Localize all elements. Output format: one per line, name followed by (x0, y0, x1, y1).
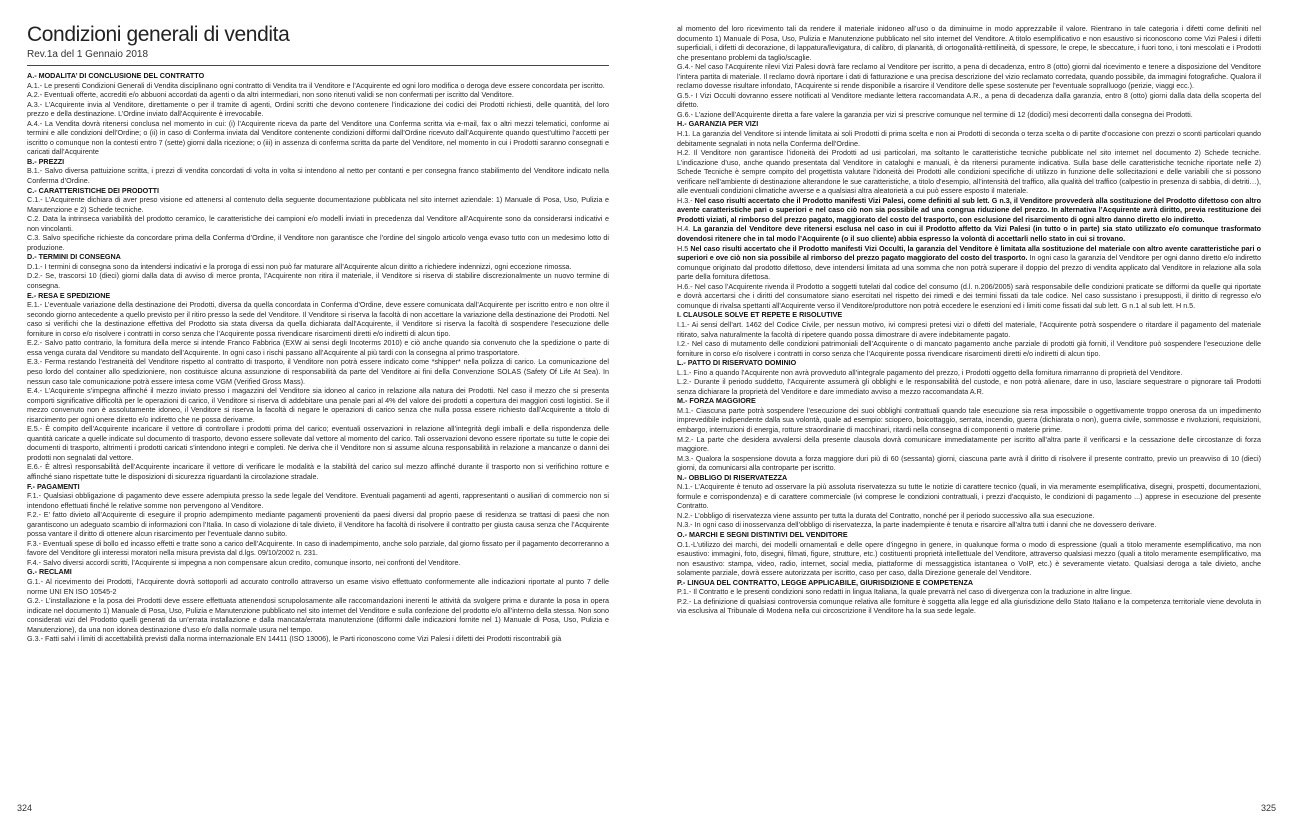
clause-paragraph: I.2.- Nel caso di mutamento delle condizioni patrimoniali dell’Acquirente o di mancato pagamento anche parziale di prodotti già forniti, il Venditore può sospendere l’esecuzione delle forniture in corso e/o risolvere i contratti in corso senza che l’Acquirente possa rivendicare risarcimenti diretti e/o indiretti di alcun tipo. (677, 339, 1261, 358)
clause-paragraph: B.1.- Salvo diversa pattuizione scritta, i prezzi di vendita concordati di volta in volta si intendono al netto per contanti e per consegna franco stabilimento del Venditore indicato nella Conferma d’Ordine. (27, 166, 609, 186)
clause-paragraph: A.2.- Eventuali offerte, accrediti e/o abbuoni accordati da agenti o da altri intermediari, non sono ritenuti validi se non confermati per iscritto dal Venditore. (27, 90, 514, 100)
section-heading: F.- PAGAMENTI (27, 481, 80, 491)
clause-paragraph: H.6.- Nel caso l’Acquirente rivenda il Prodotto a soggetti tutelati dal codice del consumo (d.l. n.206/2005) sarà responsabile delle condizioni praticate se difformi da quelle qui riportate e dovrà accertarsi che i diritti del consumatore siano esercitati nel rispetto dei rimedi e dei termini fissati da tale codice. Nel caso sussistano i presupposti, il diritto di regresso e/o comunque di rivalsa spettanti all’Acquirente verso il Venditore/produttore non potrà eccedere le esenzioni ed i limiti come fissati dal sub lett. G n.1 al sub lett. H n.5. (677, 281, 1261, 310)
clause-paragraph: M.2.- La parte che desidera avvalersi della presente clausola dovrà comunicare immediatamente per iscritto all’altra parte il verificarsi e la cessazione delle circostanze di forza maggiore. (677, 434, 1261, 454)
right-column-text (677, 24, 1261, 616)
clause-paragraph: O.1.-L’utilizzo dei marchi, dei modelli ornamentali e delle opere d’ingegno in genere, in qualunque forma o modo di espressione (quali a titolo meramente esemplificativo, ma non esaustivo: immagini, foto, disegni, filmati, figure, strutture, etc.) costituenti proprietà intellettuale del Venditore, attraverso qualsiasi mezzo (quali a titolo meramente esemplificativo, ma non esaustivo: stampa, video, radio, internet, social media, piattaforme di messaggistica istantanea o VoIP, etc.) è severamente vietato. Qualsiasi deroga a tale divieto, anche solamente parziale, dovrà essere autorizzata per iscritto, caso per caso, dalla Direzione generale del Venditore. (677, 539, 1261, 578)
clause-paragraph: L.1.- Fino a quando l’Acquirente non avrà provveduto all’integrale pagamento del prezzo, i Prodotti oggetto della fornitura rimarranno di proprietà del Venditore. (677, 367, 1183, 377)
document-title: Condizioni generali di vendita (27, 23, 290, 46)
clause-paragraph: E.3.- Ferma restando l’estraneità del Venditore rispetto al contratto di trasporto, il Venditore non potrà essere indicato come *shipper* nella polizza di carico. La comunicazione del peso lordo del container allo spedizioniere, non costituisce alcuna assunzione di responsabilità da parte del Venditore ai fini della Convenzione SOLAS (Safety Of Life At Sea). In nessun caso tale comunicazione potrà essere intesa come VGM (Verified Gross Mass). (27, 357, 609, 386)
section-heading: H.- GARANZIA PER VIZI (677, 119, 759, 129)
section-heading: A.- MODALITA’ DI CONCLUSIONE DEL CONTRATTO (27, 71, 205, 80)
section-heading: P.- LINGUA DEL CONTRATTO, LEGGE APPLICABILE, GIURISDIZIONE E COMPETENZA (677, 577, 974, 587)
clause-paragraph: G.2.- L’installazione e la posa dei Prodotti deve essere effettuata attenendosi scrupolosamente alle raccomandazioni inerenti le attività da svolgere prima e durante la posa in opera indicate nel documento 1) Manuale di Posa, Uso, Pulizia e Manutenzione pubblicato nel sito internet del Venditore e sulla confezione del prodotto e/o all’interno della stessa. Non sono considerati vizi del Prodotto quelli generati da un’errata installazione e dalla mancata/errata manutenzione (difformi dalle indicazioni fornite nel 1) Manuale di Posa, Uso, Pulizia e Manutenzione), da una non idonea destinazione d’uso e/o dalla normale usura nel tempo. (27, 596, 609, 634)
title-divider (27, 65, 609, 66)
clause-number: H.5 (677, 243, 691, 253)
section-heading: I. CLAUSOLE SOLVE ET REPETE E RISOLUTIVE (677, 310, 843, 320)
clause-paragraph: N.1.- L’Acquirente è tenuto ad osservare la più assoluta riservatezza su tutte le notizie di carattere tecnico (quali, in via meramente esemplificativa, disegni, prospetti, documentazioni, formule e corrispondenza) e di carattere commerciale (ivi comprese le condizioni contrattuali, i prezzi d’acquisto, le condizioni di pagamento ...) apprese in esecuzione del presente Contratto. (677, 482, 1261, 511)
clause-paragraph: F.1.- Qualsiasi obbligazione di pagamento deve essere adempiuta presso la sede legale del Venditore. Eventuali pagamenti ad agenti, rappresentanti o ausiliari di commercio non si intendono effettuati finché le relative somme non pervengono al Venditore. (27, 491, 609, 510)
clause-paragraph: C.1.- L’Acquirente dichiara di aver preso visione ed attenersi al contenuto della seguente documentazione pubblicata nel sito internet aziendale: 1) Manuale di Posa, Uso, Pulizia e Manutenzione e 2) Schede tecniche. (27, 195, 609, 214)
clause-bold-text: Nel caso risulti accertato che il Prodotto manifesti Vizi Occulti, la garanzia del Venditore è limitata alla sostituzione del materiale con altro avente caratteristiche pari o superiori e ove ciò non sia possibile al rimborso del prezzo pagato maggiorato del costo del trasporto. (677, 243, 1261, 263)
clause-paragraph: N.2.- L’obbligo di riservatezza viene assunto per tutta la durata del Contratto, nonché per il periodo successivo alla sua esecuzione. (677, 510, 1095, 520)
clause-paragraph: G.1.- Al ricevimento dei Prodotti, l’Acquirente dovrà sottoporli ad accurato controllo attraverso un esame visivo effettuato conformemente alle indicazioni riportate al punto 7 delle norme UNI EN ISO 10545-2 (27, 576, 609, 596)
clause-paragraph: F.3.- Eventuali spese di bollo ed incasso effetti e tratte sono a carico dell’Acquirente. In caso di inadempimento, anche solo parziale, dal giorno fissato per il pagamento decorreranno a favore del Venditore gli interessi moratori nella misura prevista dal d.lgs. 09/10/2002 n. 231. (27, 538, 609, 558)
clause-number: H.3.- (677, 195, 695, 205)
section-heading: C.- CARATTERISTICHE DEI PRODOTTI (27, 185, 160, 195)
clause-paragraph (677, 224, 1261, 243)
right-column (677, 24, 1261, 794)
section-heading: B.- PREZZI (27, 156, 65, 166)
clause-paragraph (677, 196, 1261, 225)
section-heading: D.- TERMINI DI CONSEGNA (27, 252, 121, 262)
clause-paragraph: H.2. Il Venditore non garantisce l’idoneità dei Prodotti ad usi particolari, ma soltanto le caratteristiche tecniche pubblicate nel sito internet nel documento 2) Schede tecniche. L’indicazione d’uso, anche quando presentata dal Venditore in cataloghi e manuali, è da ritenersi puramente indicativa. Sulla base delle caratteristiche tecniche riportate nelle 2) Schede Tecniche è sempre compito del progettista valutare l’idoneità dei Prodotti alle condizioni specifiche di utilizzo in funzione delle sollecitazioni e delle variabili che si possono verificare nell’ambiente di destinazione alterandone le sue caratteristiche, a titolo d’esempio, all’intensità del traffico, alla qualità del traffico (calpestio in presenza di sabbia, di detriti…), alle eventuali condizioni climatiche avverse e a qualsiasi altra aleatorietà a cui può essere esposto il materiale. (677, 148, 1261, 196)
clause-bold-text: La garanzia del Venditore deve ritenersi esclusa nel caso in cui il Prodotto affetto da Vizi Palesi (in tutto o in parte) sia stato utilizzato e/o comunque trasformato dovendosi ritenere che in tal modo l’Acquirente (o il suo cliente) abbia espresso la volontà di accettarli nello stato in cui si trovano. (677, 224, 1261, 244)
left-column-text (27, 71, 609, 644)
clause-paragraph: F.2.- E’ fatto divieto all’Acquirente di eseguire il proprio adempimento mediante pagamenti provenienti da paesi diversi dal proprio paese di residenza se trattasi di paesi che non garantiscono un adeguato scambio di informazioni con l’Italia. In caso di violazione di tale divieto, il Venditore ha facoltà di risolvere il contratto per giusta causa senza che l’Acquirente possa vantare il diritto di ottenere alcun risarcimento per l’eventuale danno subito. (27, 510, 609, 539)
clause-paragraph: A.3.- L’Acquirente invia al Venditore, direttamente o per il tramite di agenti, Ordini scritti che devono contenere l’indicazione dei codici dei Prodotti richiesti, delle quantità, del loro prezzo e della destinazione. L’Ordine inviato dall’Acquirente è irrevocabile. (27, 99, 609, 119)
page-number-left: 324 (17, 803, 33, 813)
clause-paragraph: M.3.- Qualora la sospensione dovuta a forza maggiore duri più di 60 (sessanta) giorni, ciascuna parte avrà il diritto di risolvere il presente contratto, previo un preavviso di 10 (dieci) giorni, da comunicarsi alla controparte per iscritto. (677, 453, 1261, 473)
clause-paragraph: H.1. La garanzia del Venditore si intende limitata ai soli Prodotti di prima scelta e non ai Prodotti di seconda o terza scelta o di partite d’occasione con prezzi o sconti particolari quando debitamente segnalati in nota nella Conferma dell’Ordine. (677, 129, 1261, 148)
clause-paragraph: P.2.- La definizione di qualsiasi controversia comunque relativa alle forniture è soggetta alla legge ed alla giurisdizione dello Stato Italiano e la competenza territoriale viene devoluta in via esclusiva al Tribunale di Modena nella cui circoscrizione il Venditore ha la sua sede legale. (677, 596, 1261, 616)
clause-paragraph: C.3. Salvo specifiche richieste da concordare prima della Conferma d’Ordine, il Venditore non garantisce che l’ordine del singolo articolo venga evaso tutto con un medesimo lotto di produzione. (27, 233, 609, 252)
clause-paragraph: E.4.- L’Acquirente s’impegna affinché il mezzo inviato presso i magazzini del Venditore sia idoneo al carico in relazione alla natura dei Prodotti. Nel caso il mezzo che si presenta comporti significative difficoltà per le operazioni di carico, il Venditore si riserva di addebitare una penale pari al 4% del valore dei prodotti a copertura dei maggiori costi logistici. Se il mezzo convenuto non è assolutamente idoneo, il Venditore si riserva la facoltà di negare le operazioni di carico senza che nulla possa essere richiesto dall’Acquirente a titolo di risarcimento per ogni onere diretto e/o indiretto che ne possa derivarne. (27, 386, 609, 424)
section-heading: O.- MARCHI E SEGNI DISTINTIVI DEL VENDITORE (677, 529, 848, 539)
clause-bold-text: Nel caso risulti accertato che il Prodotto manifesti Vizi Palesi, come definiti al sub lett. G n.3, il Venditore provvederà alla sostituzione del Prodotto difettoso con altro avente caratteristiche pari o superiori e nel caso ciò non sia possibile ad una congrua riduzione del prezzo. In alternativa l’Acquirente avrà diritto, previa restituzione dei Prodotti viziati, al rimborso del prezzo pagato, maggiorato del costo del trasporto, con esclusione del risarcimento di ogni altro danno diretto e/o indiretto. (677, 195, 1261, 224)
document-revision: Rev.1a del 1 Gennaio 2018 (27, 49, 149, 60)
clause-paragraph: E.5.- È compito dell’Acquirente incaricare il vettore di controllare i prodotti prima del carico; eventuali osservazioni in relazione all’integrità degli imballi e della rispondenza delle quantità caricate a quelle indicate sul documento di trasporto, devono essere sollevate dal vettore al momento del carico. Tali osservazioni devono essere riportate su tutte le copie dei documenti di trasporto, altrimenti i prodotti caricati s’intendono integri e completi. Ne deriva che il Venditore non si assume alcuna responsabilità in relazione a mancanze o danni dei prodotti non segnalati dal vettore. (27, 424, 609, 462)
clause-paragraph: P.1.- Il Contratto e le presenti condizioni sono redatti in lingua Italiana, la quale prevarrà nel caso di divergenza con la traduzione in altre lingue. (677, 587, 1132, 597)
clause-paragraph: M.1.- Ciascuna parte potrà sospendere l’esecuzione dei suoi obblighi contrattuali quando tale esecuzione sia resa impossibile o oggettivamente troppo onerosa da un impedimento imprevedibile indipendente dalla sua volontà, quale ad esempio: sciopero, boicottaggio, serrata, incendio, guerra (dichiarata o non), guerra civile, sommosse e rivoluzioni, requisizioni, embargo, interruzioni di energia, rotture straordinarie di macchinari, ritardi nella consegna di componenti o materie prime. (677, 405, 1261, 434)
left-column (27, 22, 609, 794)
section-heading: N.- OBBLIGO DI RISERVATEZZA (677, 472, 788, 482)
clause-paragraph: E.2.- Salvo patto contrario, la fornitura della merce si intende Franco Fabbrica (EXW ai sensi degli Incoterms 2010) e ciò anche quando sia convenuto che la spedizione o parte di essa venga curata dal Venditore su mandato dell’Acquirente. In ogni caso i rischi passano all’Acquirente al più tardi con la consegna al primo trasportatore. (27, 338, 609, 357)
left-page (0, 0, 646, 825)
section-heading: G.- RECLAMI (27, 567, 72, 577)
clause-text: In ogni caso la garanzia del Venditore per ogni danno diretto e/o indiretto comunque originato dal prodotto difettoso, deve intendersi limitata ad una somma che non potrà superare il doppio del prezzo di vendita applicato dal Venditore in relazione alla sola parte della fornitura difettosa. (677, 253, 1261, 282)
clause-paragraph: L.2.- Durante il periodo suddetto, l’Acquirente assumerà gli obblighi e le responsabilità del custode, e non potrà alienare, dare in uso, lasciare sequestrare o pignorare tali Prodotti senza dichiarare la proprietà del Venditore e dare immediato avviso a mezzo raccomandata A.R. (677, 377, 1261, 396)
clause-paragraph (677, 244, 1261, 282)
clause-paragraph: A.4.- La Vendita dovrà ritenersi conclusa nel momento in cui: (i) l’Acquirente riceva da parte del Venditore una Conferma scritta via e-mail, fax o altri mezzi telematici, conforme ai termini e alle condizioni dell’Ordine; o (ii) in caso di Conferma inviata dal Venditore contenente condizioni difformi dall’Ordine ricevuto dall’Acquirente quando quest’ultimo l’accetti per iscritto o comunque non la contesti entro 7 (sette) giorni dalla ricezione; o (iii) in assenza di conferma scritta da parte del Venditore, nel momento in cui i Prodotti saranno consegnati e caricati dall’Acquirente (27, 118, 609, 157)
right-page (646, 0, 1293, 825)
clause-paragraph: F.4.- Salvo diversi accordi scritti, l’Acquirente si impegna a non compensare alcun credito, comunque insorto, nei confronti del Venditore. (27, 557, 461, 567)
clause-paragraph: E.6.- È altresì responsabilità dell’Acquirente incaricare il vettore di verificare le modalità e la stabilità del carico sul mezzo affinché durante il trasporto non si verifichino rotture e affinché siano rispettate tutte le disposizioni di sicurezza riguardanti la circolazione stradale. (27, 462, 609, 481)
clause-paragraph: D.2.- Se, trascorsi 10 (dieci) giorni dalla data di avviso di merce pronta, l’Acquirente non ritira il materiale, il Venditore si riserva di stabilire discrezionalmente un nuovo termine di consegna. (27, 271, 609, 291)
clause-paragraph: G.3.- Fatti salvi i limiti di accettabilità previsti dalla norma internazionale EN 14411 (ISO 13006), le Parti riconoscono come Vizi Palesi i difetti dei Prodotti riscontrabili già (27, 634, 562, 644)
clause-paragraph: A.1.- Le presenti Condizioni Generali di Vendita disciplinano ogni contratto di Vendita tra il Venditore e l’Acquirente ed ogni loro modifica o deroga deve essere concordata per iscritto. (27, 80, 605, 90)
clause-paragraph: G.5.- I Vizi Occulti dovranno essere notificati al Venditore mediante lettera raccomandata A.R., a pena di decadenza dalla garanzia, entro 8 (otto) giorni dalla data della scoperta del difetto. (677, 90, 1261, 110)
clause-paragraph: N.3.- In ogni caso di inosservanza dell’obbligo di riservatezza, la parte inadempiente è tenuta e risarcire all’altra tutti i danni che ne dovessero derivare. (677, 520, 1157, 530)
section-heading: L.- PATTO DI RISERVATO DOMINIO (677, 358, 797, 368)
clause-paragraph: G.4.- Nel caso l’Acquirente rilevi Vizi Palesi dovrà fare reclamo al Venditore per iscritto, a pena di decadenza, entro 8 (otto) giorni dal ricevimento e tenere a disposizione del Venditore l’intera partita di materiale. Il reclamo dovrà riportare i dati di fatturazione e una precisa descrizione del vizio reclamato corredata, quando possibile, da immagini fotografiche. Qualora il reclamo dovesse risultare infondato, l’Acquirente si rende disponibile a risarcire il Venditore delle spese sostenute per l’eventuale sopralluogo (perizie, viaggi ecc.). (677, 62, 1261, 91)
section-heading: M.- FORZA MAGGIORE (677, 396, 756, 406)
page-number-right: 325 (1260, 803, 1276, 813)
clause-paragraph: I.1.- Ai sensi dell’art. 1462 del Codice Civile, per nessun motivo, ivi compresi pretesi vizi o difetti del materiale, l’Acquirente potrà sospendere o ritardare il pagamento del materiale ritirato, salva naturalmente la facoltà di ripetere quando possa dimostrare di avere indebitamente pagato. (677, 319, 1261, 339)
clause-paragraph: C.2. Data la intrinseca variabilità del prodotto ceramico, le caratteristiche dei campioni e/o modelli inviati in precedenza dal Venditore all’Acquirente sono da considerarsi indicativi e non vincolanti. (27, 214, 609, 233)
clause-paragraph: G.6.- L’azione dell’Acquirente diretta a fare valere la garanzia per vizi si prescrive comunque nel termine di 12 (dodici) mesi decorrenti dalla consegna dei Prodotti. (677, 109, 1193, 119)
section-heading: E.- RESA E SPEDIZIONE (27, 290, 111, 300)
clause-paragraph: E.1.- L’eventuale variazione della destinazione dei Prodotti, diversa da quella concordata in Conferma d’Ordine, deve essere comunicata dall’Acquirente per iscritto entro e non oltre il secondo giorno antecedente a quello previsto per il ritiro presso la sede del Venditore. Il Venditore si riserva la facoltà di non accettare la variazione della destinazione dei Prodotti. Nel caso si verifichi che la destinazione effettiva del Prodotto sia stata diversa da quella dichiarata dall’Acquirente, il Venditore si riserva la facoltà di sospendere l’esecuzione delle forniture in corso e/o risolvere i contratti in corso senza che l’Acquirente possa rivendicare risarcimenti diretti e/o indiretti di alcun tipo. (27, 300, 609, 338)
clause-paragraph: D.1.- I termini di consegna sono da intendersi indicativi e la proroga di essi non può far maturare all’Acquirente alcun diritto a richiedere indennizzi, ogni eccezione rimossa. (27, 261, 572, 271)
clause-number: H.4. (677, 224, 693, 234)
clause-paragraph: al momento del loro ricevimento tali da rendere il materiale inidoneo all’uso o da diminuirne in modo apprezzabile il valore. Rientrano in tale categoria i difetti come definiti nel documento 1) Manuale di Posa, Uso, Pulizia e Manutenzione pubblicato nel sito internet del Venditore. A titolo esemplificativo e non esaustivo si riconoscono come Vizi Palesi i difetti superficiali, i difetti di decorazione, di lappatura/levigatura, di calibro, di planarità, di ortogonalità-rettilineità, di spessore, le crepe, le sbeccature, i fuori tono, i toni mescolati e i Prodotti che presentano problemi da taglio/scaglie. (677, 24, 1261, 62)
